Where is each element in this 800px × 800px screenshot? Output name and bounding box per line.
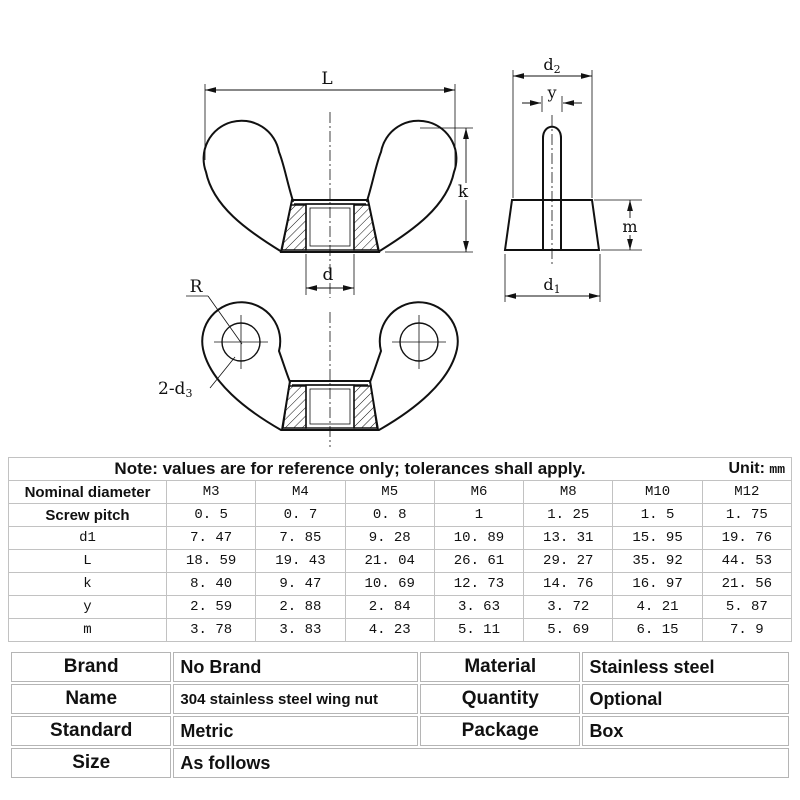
dim-label-d: d <box>322 265 334 285</box>
standard-label: Standard <box>11 716 171 746</box>
dim-label-y: y <box>547 83 557 102</box>
row-label: y <box>9 596 167 619</box>
table-row-k: k 8. 40 9. 47 10. 69 12. 73 14. 76 16. 97 21. 56 <box>9 573 792 596</box>
size-m3: M3 <box>167 481 256 504</box>
row-label: L <box>9 550 167 573</box>
row-label: m <box>9 619 167 642</box>
size-label: Size <box>11 748 171 778</box>
radius-label-R: R <box>189 277 203 297</box>
table-row-d1: d1 7. 47 7. 85 9. 28 10. 89 13. 31 15. 95 19. 76 <box>9 527 792 550</box>
dim-label-k: k <box>457 182 469 202</box>
dim-label-d2: d2 <box>543 55 561 76</box>
dimension-table <box>8 457 792 642</box>
size-value: As follows <box>173 748 789 778</box>
table-row-L: L 18. 59 19. 43 21. 04 26. 61 29. 27 35. 92 44. 53 <box>9 550 792 573</box>
dim-label-m: m <box>622 217 638 236</box>
brand-value: No Brand <box>173 652 418 682</box>
size-m12: M12 <box>702 481 791 504</box>
package-value: Box <box>582 716 789 746</box>
row-label: k <box>9 573 167 596</box>
row-label: Screw pitch <box>9 504 167 527</box>
name-value: 304 stainless steel wing nut <box>173 684 418 714</box>
unit-label: Unit: mm <box>728 460 785 477</box>
table-row-m: m 3. 78 3. 83 4. 23 5. 11 5. 69 6. 15 7. 9 <box>9 619 792 642</box>
name-label: Name <box>11 684 171 714</box>
table-row-y: y 2. 59 2. 88 2. 84 3. 63 3. 72 4. 21 5. 87 <box>9 596 792 619</box>
quantity-label: Quantity <box>420 684 580 714</box>
note-text: Note: values are for reference only; tolerances shall apply. <box>114 459 586 478</box>
size-m5: M5 <box>345 481 434 504</box>
material-value: Stainless steel <box>582 652 789 682</box>
dim-label-d1: d1 <box>543 275 561 296</box>
front-view <box>204 69 473 298</box>
table-row <box>11 684 789 714</box>
table-row-screw-pitch: Screw pitch 0. 5 0. 7 0. 8 1 1. 25 1. 5 1. 75 <box>9 504 792 527</box>
table-row <box>11 748 789 778</box>
size-m6: M6 <box>434 481 523 504</box>
brand-label: Brand <box>11 652 171 682</box>
standard-value: Metric <box>173 716 418 746</box>
header-row <box>9 481 792 504</box>
top-view <box>158 277 458 447</box>
size-m10: M10 <box>613 481 702 504</box>
unit-value: mm <box>769 462 785 477</box>
side-view <box>505 55 642 302</box>
row-label: d1 <box>9 527 167 550</box>
table-row <box>11 716 789 746</box>
size-m4: M4 <box>256 481 345 504</box>
size-m8: M8 <box>524 481 613 504</box>
quantity-value: Optional <box>582 684 789 714</box>
hole-label-2-d3: 2-d3 <box>158 379 193 400</box>
header-label: Nominal diameter <box>9 481 167 504</box>
package-label: Package <box>420 716 580 746</box>
dim-label-L: L <box>321 69 333 89</box>
material-label: Material <box>420 652 580 682</box>
product-info-table <box>9 650 791 780</box>
note-row <box>9 458 792 481</box>
table-row <box>11 652 789 682</box>
